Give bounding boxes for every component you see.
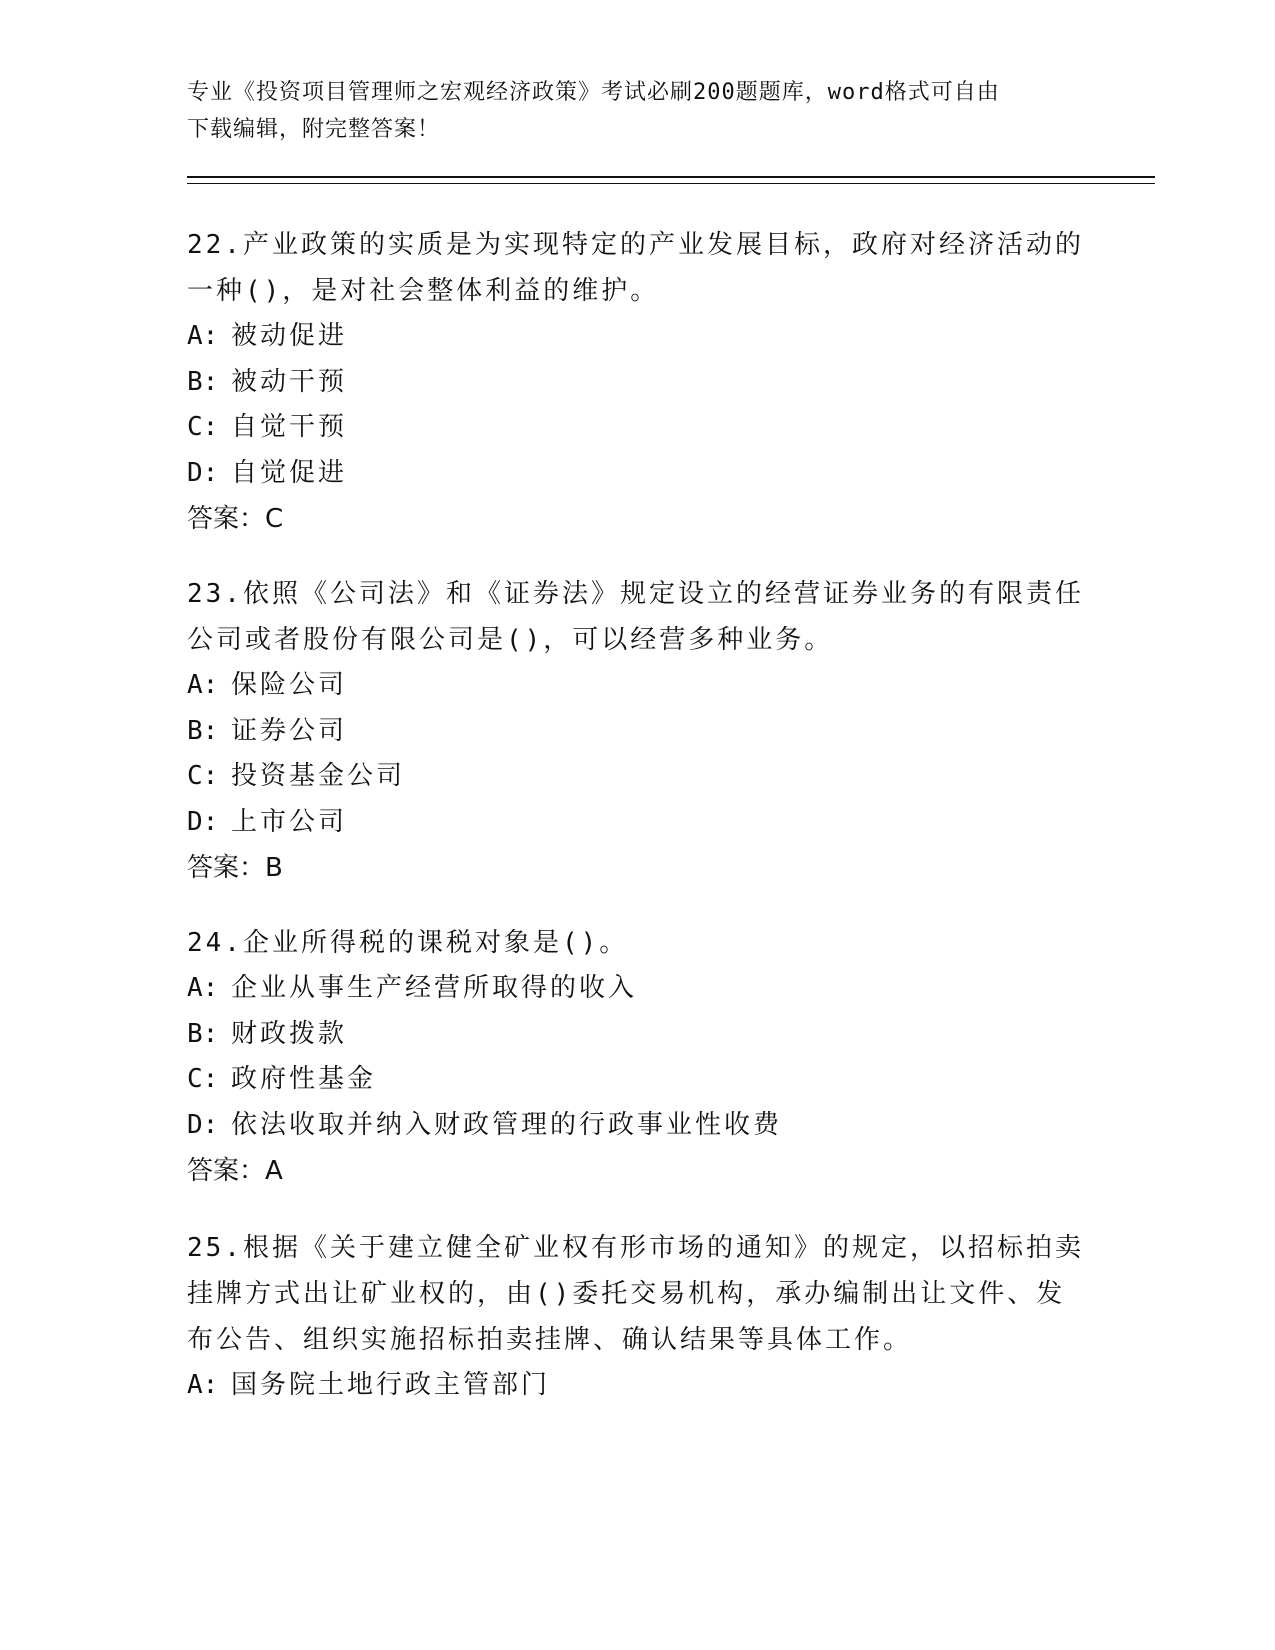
- option-text: 企业从事生产经营所取得的收入: [231, 973, 638, 1003]
- header-line-2: 下载编辑，附完整答案！: [187, 117, 441, 142]
- option-letter: B:: [187, 366, 219, 397]
- option-text: 证券公司: [231, 715, 348, 746]
- option-letter: A:: [187, 670, 219, 700]
- option-text: 被动促进: [231, 321, 348, 351]
- question-25: [187, 1225, 1087, 1409]
- answer-line: 答案：A: [187, 1156, 283, 1186]
- option-c: [187, 405, 1087, 451]
- question-text-line: 25.根据《关于建立健全矿业权有形市场的通知》的规定，以招标拍卖: [187, 1233, 1084, 1263]
- option-a: [187, 1363, 1087, 1409]
- option-text: 保险公司: [231, 670, 348, 700]
- option-b: [187, 1012, 1087, 1058]
- question-text-line: 公司或者股份有限公司是()，可以经营多种业务。: [187, 625, 834, 655]
- option-letter: B:: [187, 715, 219, 746]
- option-letter: B:: [187, 1018, 219, 1049]
- option-text: 政府性基金: [231, 1064, 377, 1094]
- option-text: 投资基金公司: [231, 761, 406, 791]
- option-letter: D:: [187, 806, 219, 837]
- option-letter: C:: [187, 761, 219, 791]
- header-rule-thick: [187, 176, 1155, 178]
- option-text: 自觉干预: [231, 412, 348, 442]
- header-rule-thin: [187, 183, 1155, 184]
- question-text-line: 24.企业所得税的课税对象是()。: [187, 928, 629, 958]
- question-text-line: 布公告、组织实施招标拍卖挂牌、确认结果等具体工作。: [187, 1325, 913, 1355]
- option-b: [187, 709, 1087, 755]
- option-letter: A:: [187, 1370, 219, 1400]
- option-a: [187, 966, 1087, 1012]
- option-text: 自觉促进: [231, 457, 348, 488]
- option-letter: C:: [187, 1064, 219, 1094]
- option-letter: D:: [187, 457, 219, 488]
- option-text: 上市公司: [231, 806, 348, 837]
- option-a: [187, 314, 1087, 360]
- option-c: [187, 754, 1087, 800]
- option-text: 依法收取并纳入财政管理的行政事业性收费: [231, 1109, 783, 1140]
- question-text-line: 一种()，是对社会整体利益的维护。: [187, 276, 660, 306]
- option-letter: A:: [187, 973, 219, 1003]
- answer-line: 答案：C: [187, 504, 284, 534]
- question-text-line: 挂牌方式出让矿业权的，由()委托交易机构，承办编制出让文件、发: [187, 1279, 1066, 1309]
- option-text: 被动干预: [231, 366, 348, 397]
- answer-line: 答案：B: [187, 853, 283, 883]
- header-line-1: 专业《投资项目管理师之宏观经济政策》考试必刷200题题库，word格式可自由: [187, 80, 1000, 105]
- option-letter: A:: [187, 321, 219, 351]
- option-d: [187, 451, 1087, 497]
- option-c: [187, 1057, 1087, 1103]
- document-header: [187, 74, 1087, 148]
- option-b: [187, 360, 1087, 406]
- option-d: [187, 800, 1087, 846]
- option-letter: D:: [187, 1109, 219, 1140]
- question-text-line: 22.产业政策的实质是为实现特定的产业发展目标，政府对经济活动的: [187, 230, 1084, 260]
- option-text: 国务院土地行政主管部门: [231, 1370, 551, 1400]
- option-letter: C:: [187, 412, 219, 442]
- option-a: [187, 663, 1087, 709]
- option-text: 财政拨款: [231, 1018, 348, 1049]
- question-23: [187, 571, 1087, 891]
- question-24: [187, 920, 1087, 1194]
- option-d: [187, 1103, 1087, 1149]
- question-text-line: 23.依照《公司法》和《证券法》规定设立的经营证券业务的有限责任: [187, 579, 1084, 609]
- question-22: [187, 222, 1087, 542]
